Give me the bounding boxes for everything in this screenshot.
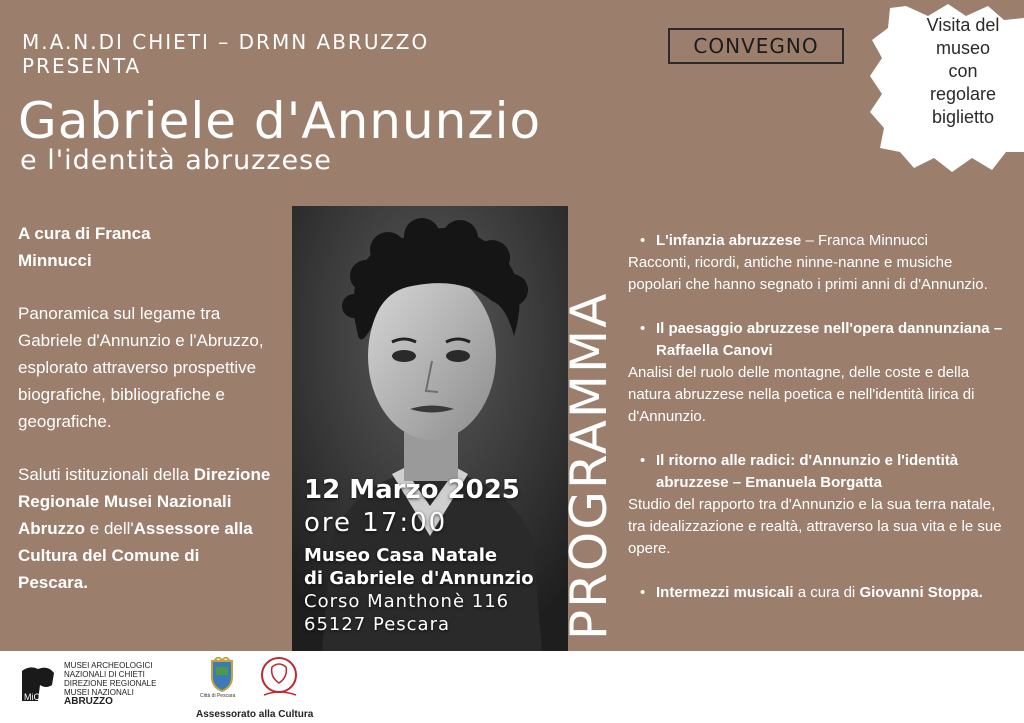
program-item-title: L'infanzia abruzzese <box>656 232 802 249</box>
badge-line: Visita del <box>926 15 1000 35</box>
mic-line: MUSEI ARCHEOLOGICI <box>64 661 153 670</box>
program-item <box>628 318 1008 428</box>
program-item-heading <box>628 318 1008 362</box>
badge-line: biglietto <box>931 107 995 127</box>
program-item-speaker: Franca Minnucci <box>817 232 929 249</box>
event-description: Panoramica sul legame tra Gabriele d'Annunzio e l'Abruzzo, esplorato attraverso prospettive biografiche, bibliografiche e geografiche. <box>18 304 264 431</box>
program-item-body: Racconti, ricordi, antiche ninne-nanne e musiche popolari che hanno segnato i primi anni di d'Annunzio. <box>628 254 988 293</box>
portrait-photo <box>292 206 568 651</box>
interlude-title: Intermezzi musicali <box>656 584 794 601</box>
bullet-icon: • <box>640 452 646 469</box>
bullet-icon: • <box>640 584 646 601</box>
event-type-tag: CONVEGNO <box>668 28 844 64</box>
footer-logos <box>0 651 1024 723</box>
intro-column <box>18 220 273 596</box>
curator <box>18 220 273 274</box>
culture-logo-icon <box>256 655 302 701</box>
curator-name-2: Minnucci <box>18 251 92 270</box>
program-item-heading <box>628 450 1008 494</box>
mic-line: MUSEI NAZIONALI <box>64 688 134 697</box>
program-item-body: Studio del rapporto tra d'Annunzio e la sua terra natale, tra idealizzazione e realtà, attraverso la sua vita e le sue opere. <box>628 496 1002 557</box>
program-item-body: Analisi del ruolo delle montagne, delle coste e della natura abruzzese nella poetica e nell'identità lirica di d'Annunzio. <box>628 364 975 425</box>
program-interlude <box>628 582 1008 604</box>
mic-institution-text <box>64 661 164 706</box>
event-details <box>304 474 534 636</box>
greetings-org-2: Assessore alla Cultura del Comune di Pescara. <box>18 519 253 592</box>
curator-name: Franca <box>94 224 151 243</box>
program-interlude-heading <box>628 582 1008 604</box>
program-item-sep: – <box>989 320 1003 337</box>
interlude-mid: a cura di <box>793 584 860 601</box>
event-date: 12 Marzo 2025 <box>304 475 520 505</box>
event-venue-line-2: di Gabriele d'Annunzio <box>304 568 534 589</box>
programma-vertical-label: PROGRAMMA <box>560 291 618 640</box>
ticket-badge <box>868 2 1024 172</box>
greetings-org-1: Direzione Regionale Musei Nazionali Abruzzo <box>18 465 271 538</box>
event-venue-line-1: Museo Casa Natale <box>304 545 498 566</box>
program-item-title: Il paesaggio abruzzese nell'opera dannunziana <box>656 320 990 337</box>
greetings <box>18 461 273 596</box>
program-item-speaker: Raffaella Canovi <box>656 342 773 359</box>
mic-line: NAZIONALI DI CHIETI <box>64 670 145 679</box>
greetings-mid: e dell' <box>85 519 134 538</box>
program-item <box>628 230 1008 296</box>
curator-prefix: A cura di <box>18 224 95 243</box>
mic-region: ABRUZZO <box>64 696 113 707</box>
interlude-name: Giovanni Stoppa. <box>859 584 983 601</box>
mic-mark: MiC <box>24 692 40 702</box>
badge-line: regolare <box>929 84 997 104</box>
mic-line: DIREZIONE REGIONALE <box>64 679 157 688</box>
presenter-header <box>22 30 429 78</box>
program-item <box>628 450 1008 560</box>
badge-text <box>898 14 1024 129</box>
greetings-intro: Saluti istituzionali della <box>18 465 194 484</box>
program-item-sep: – <box>728 474 746 491</box>
assessorato-label: Assessorato alla Cultura <box>196 709 314 720</box>
badge-line: museo <box>935 38 991 58</box>
badge-line: con <box>948 61 978 81</box>
event-subtitle: e l'identità abruzzese <box>20 145 332 176</box>
program-item-heading <box>628 230 1008 252</box>
event-time: ore 17:00 <box>304 508 448 538</box>
bullet-icon: • <box>640 232 646 249</box>
program-item-sep: – <box>801 232 818 249</box>
event-address-line-1: Corso Manthonè 116 <box>304 591 510 612</box>
mic-logo-icon <box>18 663 58 703</box>
presenter-line: M.A.N.DI CHIETI – DRMN ABRUZZO <box>22 30 430 54</box>
program-list <box>628 230 1008 626</box>
event-title: Gabriele d'Annunzio <box>18 92 542 150</box>
program-item-title: Il ritorno alle radici: d'Annunzio e l'identità abruzzese <box>656 452 959 491</box>
event-address-line-2: 65127 Pescara <box>304 614 451 635</box>
presenter-verb: PRESENTA <box>22 54 142 78</box>
pescara-caption: Città di Pescara <box>200 693 236 699</box>
program-item-speaker: Emanuela Borgatta <box>745 474 882 491</box>
bullet-icon: • <box>640 320 646 337</box>
pescara-crest-icon <box>204 657 240 693</box>
